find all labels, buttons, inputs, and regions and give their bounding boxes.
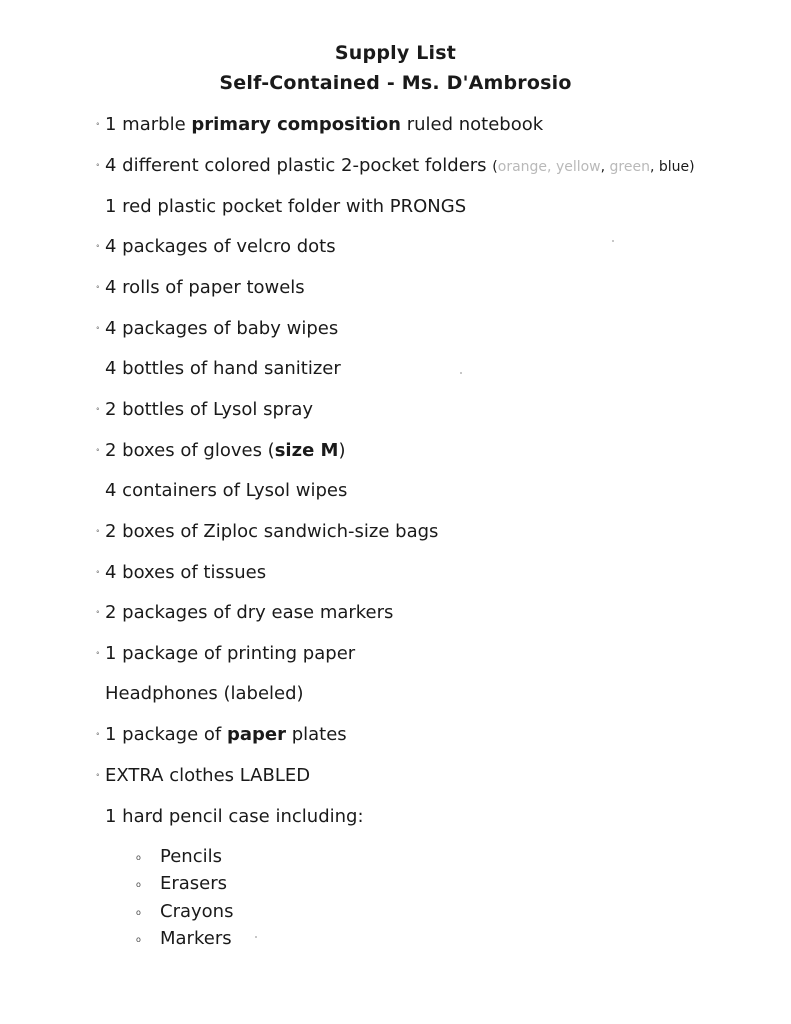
bullet-icon: o (136, 908, 141, 917)
bullet-icon: o (136, 935, 141, 944)
bullet-icon: ° (96, 122, 100, 130)
faded-color-name: green (609, 159, 650, 175)
bullet-icon: ° (96, 326, 100, 334)
bullet-icon: ° (96, 610, 100, 618)
list-item: 1 hard pencil case including: (105, 806, 364, 827)
list-item: Headphones (labeled) (105, 683, 304, 704)
sub-list-item: o Erasers (136, 873, 228, 894)
list-item: ° 1 package of paper plates (96, 724, 347, 745)
bullet-icon: ° (96, 448, 100, 456)
bullet-icon: ° (96, 244, 100, 252)
bullet-icon: ° (96, 163, 100, 171)
bullet-icon: ° (96, 651, 100, 659)
list-item: 1 red plastic pocket folder with PRONGS (105, 196, 467, 217)
bullet-icon: ° (96, 407, 100, 415)
sub-list-item: o Crayons (136, 901, 234, 922)
list-item: ° 2 boxes of Ziploc sandwich-size bags (96, 521, 439, 542)
list-item: ° 4 rolls of paper towels (96, 277, 305, 298)
list-item: ° 1 marble primary composition ruled notebook (96, 114, 544, 135)
faded-color-name: orange (497, 159, 548, 175)
list-item: ° 4 boxes of tissues (96, 562, 267, 583)
list-item: 4 bottles of hand sanitizer (105, 358, 341, 379)
page-title: Supply List (334, 42, 457, 64)
list-item: 4 containers of Lysol wipes (105, 480, 348, 501)
list-item: ° 4 packages of baby wipes (96, 318, 339, 339)
faded-color-name: yellow (555, 159, 601, 175)
sub-list-item: o Markers (136, 928, 232, 949)
scan-speck (255, 936, 257, 938)
list-item: ° 2 boxes of gloves (size M) (96, 440, 346, 461)
sub-list-item: o Pencils (136, 846, 222, 867)
list-item: ° 4 packages of velcro dots (96, 236, 336, 257)
page-subtitle: Self-Contained - Ms. D'Ambrosio (219, 72, 572, 94)
bullet-icon: ° (96, 529, 100, 537)
bullet-icon: ° (96, 285, 100, 293)
bullet-icon: ° (96, 773, 100, 781)
bullet-icon: o (136, 853, 141, 862)
bullet-icon: o (136, 880, 141, 889)
list-item: ° 2 bottles of Lysol spray (96, 399, 314, 420)
bullet-icon: ° (96, 732, 100, 740)
scan-speck (460, 372, 462, 374)
list-item: ° 1 package of printing paper (96, 643, 356, 664)
list-item: ° EXTRA clothes LABLED (96, 765, 311, 786)
list-item: ° 4 different colored plastic 2-pocket folders (orange, yellow, green, blue) (96, 155, 695, 176)
bullet-icon: ° (96, 570, 100, 578)
scan-speck (612, 240, 614, 242)
list-item: ° 2 packages of dry ease markers (96, 602, 394, 623)
